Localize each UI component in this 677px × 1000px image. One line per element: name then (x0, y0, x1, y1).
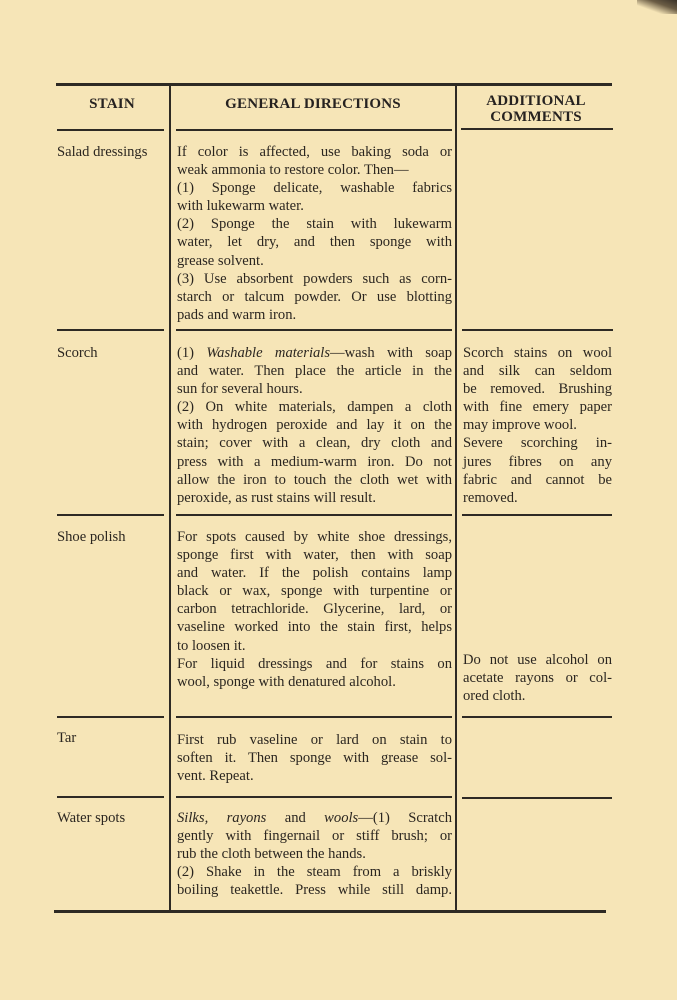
column-divider-2 (455, 86, 457, 910)
directions-text-line: to loosen it. (177, 637, 246, 654)
stain-name: Scorch (57, 345, 98, 361)
directions-text-line: water, let dry, and then sponge with (177, 234, 452, 251)
comments-text-line: removed. (463, 489, 518, 506)
directions-text-line: sponge first with water, then with soap (177, 547, 452, 564)
directions-text-line: If color is affected, use baking soda or (177, 144, 452, 160)
comments-text-line: Severe scorching in- (463, 435, 612, 452)
row-rule-directions (176, 514, 452, 516)
row-rule-comments (462, 329, 613, 331)
italic-term: wools (324, 810, 359, 826)
directions-text-line: For liquid dressings and for stains on (177, 655, 452, 672)
directions-text-line: rub the cloth between the hands. (177, 846, 366, 863)
directions-cell (177, 344, 452, 507)
row-rule-comments (462, 797, 612, 799)
directions-text-line: gently with fingernail or stiff brush; or (177, 828, 452, 845)
directions-text-line: starch or talcum powder. Or use blotting (177, 288, 452, 305)
directions-text-line: sun for several hours. (177, 381, 303, 398)
directions-text-line: and water. If the polish contains lamp (177, 565, 452, 582)
comments-cell (463, 344, 612, 507)
table-top-rule (56, 83, 612, 86)
directions-text-line: grease solvent. (177, 252, 264, 269)
row-rule-directions (176, 329, 452, 331)
directions-text-line: (2) Shake in the steam from a briskly (177, 864, 452, 881)
directions-text-line: soften it. Then sponge with grease sol- (177, 750, 452, 767)
directions-text-line: pads and warm iron. (177, 306, 297, 323)
directions-text-line: press with a medium-warm iron. Do not (177, 453, 452, 470)
table-bottom-rule (54, 910, 606, 913)
stain-name: Shoe polish (57, 529, 126, 545)
header-general-directions: GENERAL DIRECTIONS (225, 96, 401, 112)
comments-text-line: with fine emery paper (463, 399, 612, 416)
row-rule-stain (57, 716, 164, 718)
comments-text-line: jures fibres on any (463, 453, 612, 470)
directions-text-line: stain; cover with a clean, dry cloth and (177, 435, 452, 452)
directions-cell (177, 528, 452, 691)
directions-text-line: (1) Sponge delicate, washable fabrics (177, 180, 452, 197)
comments-text-line: acetate rayons or col- (463, 670, 612, 687)
directions-text-line: carbon tetrachloride. Glycerine, lard, or (177, 601, 452, 618)
directions-cell (177, 143, 452, 324)
comments-text-line: and silk can seldom (463, 363, 612, 380)
row-rule-stain (57, 329, 164, 331)
directions-text-line: weak ammonia to restore color. Then— (177, 162, 409, 179)
page-corner-shadow (637, 0, 677, 14)
directions-cell (177, 809, 452, 899)
header-additional-comments (458, 92, 614, 126)
directions-text-line: with hydrogen peroxide and lay it on the (177, 417, 452, 434)
row-rule-directions (176, 716, 452, 718)
directions-text-line: vent. Repeat. (177, 768, 254, 785)
directions-text-line: allow the iron to touch the cloth wet with (177, 471, 452, 488)
directions-text-line: (2) Sponge the stain with lukewarm (177, 216, 452, 233)
directions-text-line: For spots caused by white shoe dressings, (177, 529, 452, 545)
header-rule-comments (461, 128, 613, 130)
header-comments-line2: COMMENTS (490, 109, 582, 125)
row-rule-stain (57, 796, 164, 798)
comments-text-line: Do not use alcohol on (463, 652, 612, 668)
directions-text-line: with lukewarm water. (177, 198, 304, 215)
directions-text-line: First rub vaseline or lard on stain to (177, 732, 452, 748)
comments-text-line: ored cloth. (463, 688, 526, 705)
directions-text-line: and water. Then place the article in the (177, 363, 452, 380)
directions-text-line: boiling teakettle. Press while still damp. (177, 882, 452, 899)
stain-name: Water spots (57, 810, 126, 826)
directions-cell (177, 731, 452, 785)
directions-text-line: (2) On white materials, dampen a cloth (177, 399, 452, 416)
header-comments-line1: ADDITIONAL (486, 93, 586, 109)
row-rule-comments (462, 716, 612, 718)
column-divider-1 (169, 86, 171, 910)
directions-text-line: wool, sponge with denatured alcohol. (177, 673, 396, 690)
directions-text-line: Silks, rayons and wools—(1) Scratch (177, 810, 452, 826)
row-rule-directions (176, 796, 452, 798)
directions-text-line: (1) Washable materials—wash with soap (177, 345, 452, 361)
comments-text-line: may improve wool. (463, 417, 577, 434)
row-rule-comments (462, 514, 612, 516)
italic-term: Silks, rayons (177, 810, 267, 826)
comments-text-line: fabric and cannot be (463, 471, 612, 488)
directions-text-line: (3) Use absorbent powders such as corn- (177, 270, 452, 287)
italic-term: Washable materials (206, 345, 331, 361)
comments-text-line: Scorch stains on wool (463, 345, 612, 361)
header-rule-directions (176, 129, 452, 131)
directions-text-line: black or wax, sponge with turpentine or (177, 583, 452, 600)
directions-text-line: peroxide, as rust stains will result. (177, 489, 377, 506)
stain-name: Salad dressings (57, 144, 148, 160)
row-rule-stain (57, 514, 164, 516)
comments-cell (463, 651, 612, 705)
comments-text-line: be removed. Brushing (463, 381, 612, 398)
directions-text-line: vaseline worked into the stain first, helps (177, 619, 452, 636)
stain-name: Tar (57, 730, 77, 746)
header-rule-stain (57, 129, 164, 131)
header-stain: STAIN (89, 96, 135, 112)
